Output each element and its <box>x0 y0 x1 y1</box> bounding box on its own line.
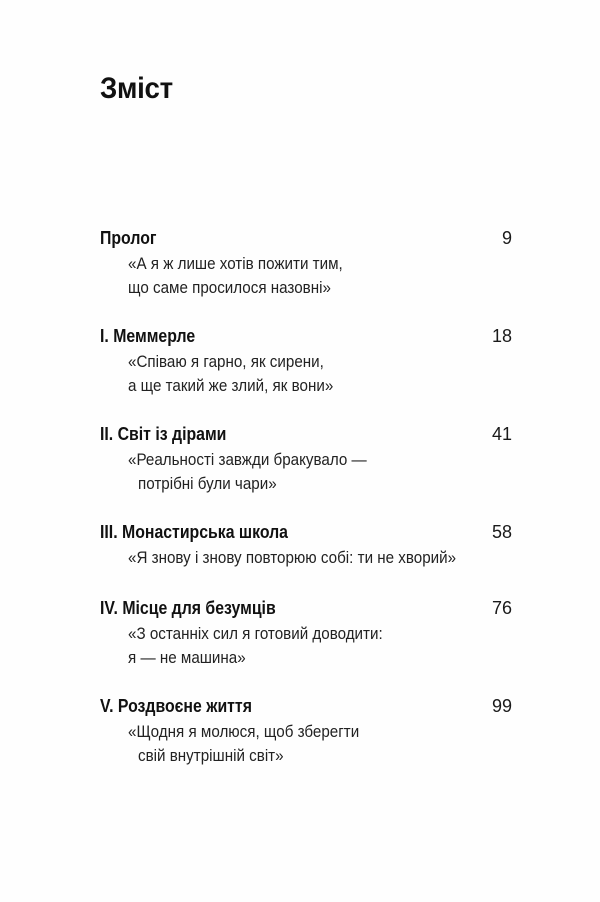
epigraph-line: потрібні були чари» <box>138 475 277 493</box>
chapter-title: V. Роздвоєне життя <box>100 696 252 716</box>
epigraph-line: я — не машина» <box>128 649 246 667</box>
epigraph-line: «Щодня я молюся, щоб зберегти <box>128 723 360 741</box>
page-title: Зміст <box>100 72 173 105</box>
toc-entry-header <box>100 694 512 720</box>
chapter-title: III. Монастирська школа <box>100 522 289 542</box>
toc-entry-header <box>100 324 512 350</box>
page-number: 9 <box>501 228 512 248</box>
toc-entry-chapter-1 <box>100 324 512 422</box>
epigraph-line: «З останніх сил я готовий доводити: <box>128 625 383 643</box>
page-number: 58 <box>491 522 512 542</box>
toc-entry-header <box>100 422 512 448</box>
toc-entry-chapter-4 <box>100 596 512 694</box>
page-number: 76 <box>491 598 512 618</box>
chapter-title: II. Світ із дірами <box>100 424 227 444</box>
chapter-title: I. Меммерле <box>100 326 196 346</box>
epigraph-line: «Я знову і знову повторюю собі: ти не хворий» <box>128 549 457 567</box>
epigraph-line: «А я ж лише хотів пожити тим, <box>128 255 343 273</box>
toc-entry-chapter-2 <box>100 422 512 520</box>
epigraph-line: «Співаю я гарно, як сирени, <box>128 353 324 371</box>
page-number: 41 <box>491 424 512 444</box>
toc-entry-chapter-5 <box>100 694 512 792</box>
page-number: 99 <box>491 696 512 716</box>
table-of-contents <box>100 226 512 792</box>
epigraph-line: а ще такий же злий, як вони» <box>128 377 334 395</box>
toc-entry-chapter-3 <box>100 520 512 594</box>
page-number: 18 <box>491 326 512 346</box>
toc-entry-header <box>100 520 512 546</box>
toc-entry-header <box>100 596 512 622</box>
epigraph-line: що саме просилося назовні» <box>128 279 331 297</box>
chapter-title: Пролог <box>100 228 157 248</box>
toc-entry-prologue <box>100 226 512 324</box>
toc-entry-header <box>100 226 512 252</box>
epigraph-line: «Реальності завжди бракувало — <box>128 451 367 469</box>
chapter-title: IV. Місце для безумців <box>100 598 276 618</box>
epigraph-line: свій внутрішній світ» <box>138 747 284 765</box>
